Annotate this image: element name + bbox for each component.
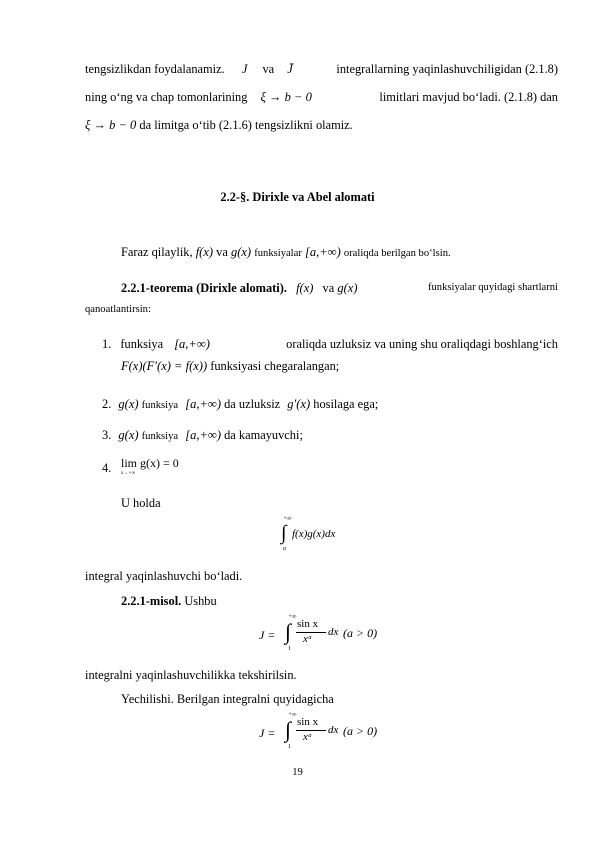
integral-3-lhs: J = [259,726,276,740]
condition-3-text-a: funksiya [141,431,179,442]
condition-1-expr: F(x)(F′(x) = f(x)) [121,359,208,373]
interval: [a,+∞) [304,245,341,259]
integral-2-condition: (a > 0) [343,626,378,640]
integral-3-numerator: sin x [297,716,319,728]
integral-3-dx: dx [328,724,339,736]
integral-1-upper: +∞ [283,516,292,522]
theorem-line1 [121,280,558,296]
condition-number: 3. [102,428,112,442]
integral-sign-icon: ∫ [285,619,292,644]
p1-line2-text-a: ning o‘ng va chap tomonlarining [85,90,248,104]
condition-1-line2 [121,358,339,374]
condition-4 [102,460,111,476]
integral-2-dx: dx [328,626,339,638]
intro-text-c: oraliqda berilgan bo‘lsin. [343,248,451,259]
limit-expression: ξ → b − 0 [260,90,312,104]
page-number: 19 [292,767,303,778]
intro-line [121,244,451,261]
condition-2-g-prime: g′(x) [287,397,311,411]
g-of-x: g(x) [230,245,252,259]
theorem-f: f(x) [296,281,314,295]
condition-2 [102,396,378,413]
integral-2-lhs: J = [259,628,276,642]
integral-2 [259,614,389,656]
p1-line1-text-b: integrallarning yaqinlashuvchiligidan (2.1.8) [336,62,558,76]
condition-1-text-c: funksiyasi chegaralangan; [210,359,340,373]
theorem-rest2: qanoatlantirsin: [85,304,151,315]
condition-3-g: g(x) [118,428,139,442]
theorem-va: va [322,281,335,295]
example-title: 2.2.1-misol. [121,594,182,608]
integral-convergent-text: integral yaqinlashuvchi bo‘ladi. [85,569,243,583]
theorem-rest1: funksiyalar quyidagi shartlarni [427,282,558,293]
condition-3 [102,427,303,444]
p1-line2-text-b: limitlari mavjud bo‘ladi. (2.1.8) dan [379,90,558,104]
intro-va: va [216,245,228,259]
condition-3-interval: [a,+∞) [185,428,221,442]
p1-va: va [262,62,275,76]
p1-line2 [85,89,558,105]
p1-line3 [85,117,353,133]
integral-sign-icon: ∫ [281,522,287,544]
intro-text-a: Faraz qilaylik, [121,245,193,259]
integral-1-body: f(x)g(x)dx [292,528,336,540]
condition-2-g: g(x) [118,397,139,411]
integral-2-denominator: xᵅ [303,633,313,645]
condition-2-text-a: funksiya [141,400,179,411]
condition-4-expr: lim g(x) = 0 [121,456,179,470]
integral-3-condition: (a > 0) [343,724,378,738]
example-text: Ushbu [184,594,217,608]
condition-2-text-c: hosilaga ega; [313,397,379,411]
limit-expression-2: ξ → b − 0 [85,118,137,132]
condition-1-interval: [a,+∞) [174,337,210,351]
condition-1-text-a: funksiya [120,337,164,351]
integral-2-numerator: sin x [297,618,319,630]
integral-2-upper: +∞ [288,614,297,620]
integral-3-denominator: xᵅ [303,731,313,743]
example-line [121,593,217,609]
theorem-g: g(x) [337,281,358,295]
p1-line1 [85,61,558,77]
integral-check-text: integralni yaqinlashuvchilikka tekshirilsin. [85,668,297,682]
condition-2-interval: [a,+∞) [185,397,221,411]
intro-text-b: funksiyalar [254,248,302,259]
condition-number: 2. [102,397,112,411]
integral-sign-icon: ∫ [285,717,292,742]
condition-1-line1 [102,336,558,352]
condition-1-text-b: oraliqda uzluksiz va uning shu oraliqdagi boshlang‘ich [286,337,558,351]
condition-number: 4. [102,461,112,475]
condition-4-limit [121,454,179,476]
condition-3-text-b: da kamayuvchi; [224,428,303,442]
theorem-title: 2.2.1-teorema (Dirixle alomati). [121,281,287,295]
integral-2-lower: 1 [288,646,291,652]
integral-1-lower: a [283,546,286,552]
p1-line1-text-a: tengsizlikdan foydalanamiz. [85,62,225,76]
integral-3 [259,712,389,754]
integral-3-upper: +∞ [288,712,297,718]
symbol-J: J [241,62,248,76]
condition-2-text-b: da uzluksiz [224,397,281,411]
integral-1 [280,516,370,556]
condition-4-sub: x→+∞ [121,471,136,476]
condition-number: 1. [102,337,112,351]
section-title: 2.2-§. Dirixle va Abel alomati [220,190,375,204]
integral-3-lower: 1 [288,744,291,750]
solution-text: Yechilishi. Berilgan integralni quyidagicha [121,692,334,706]
p1-line3-text: da limitga o‘tib (2.1.6) tengsizlikni olamiz. [139,118,353,132]
symbol-J-bar: J̄ [287,62,293,76]
u-holda: U holda [121,496,161,510]
f-of-x: f(x) [195,245,214,259]
